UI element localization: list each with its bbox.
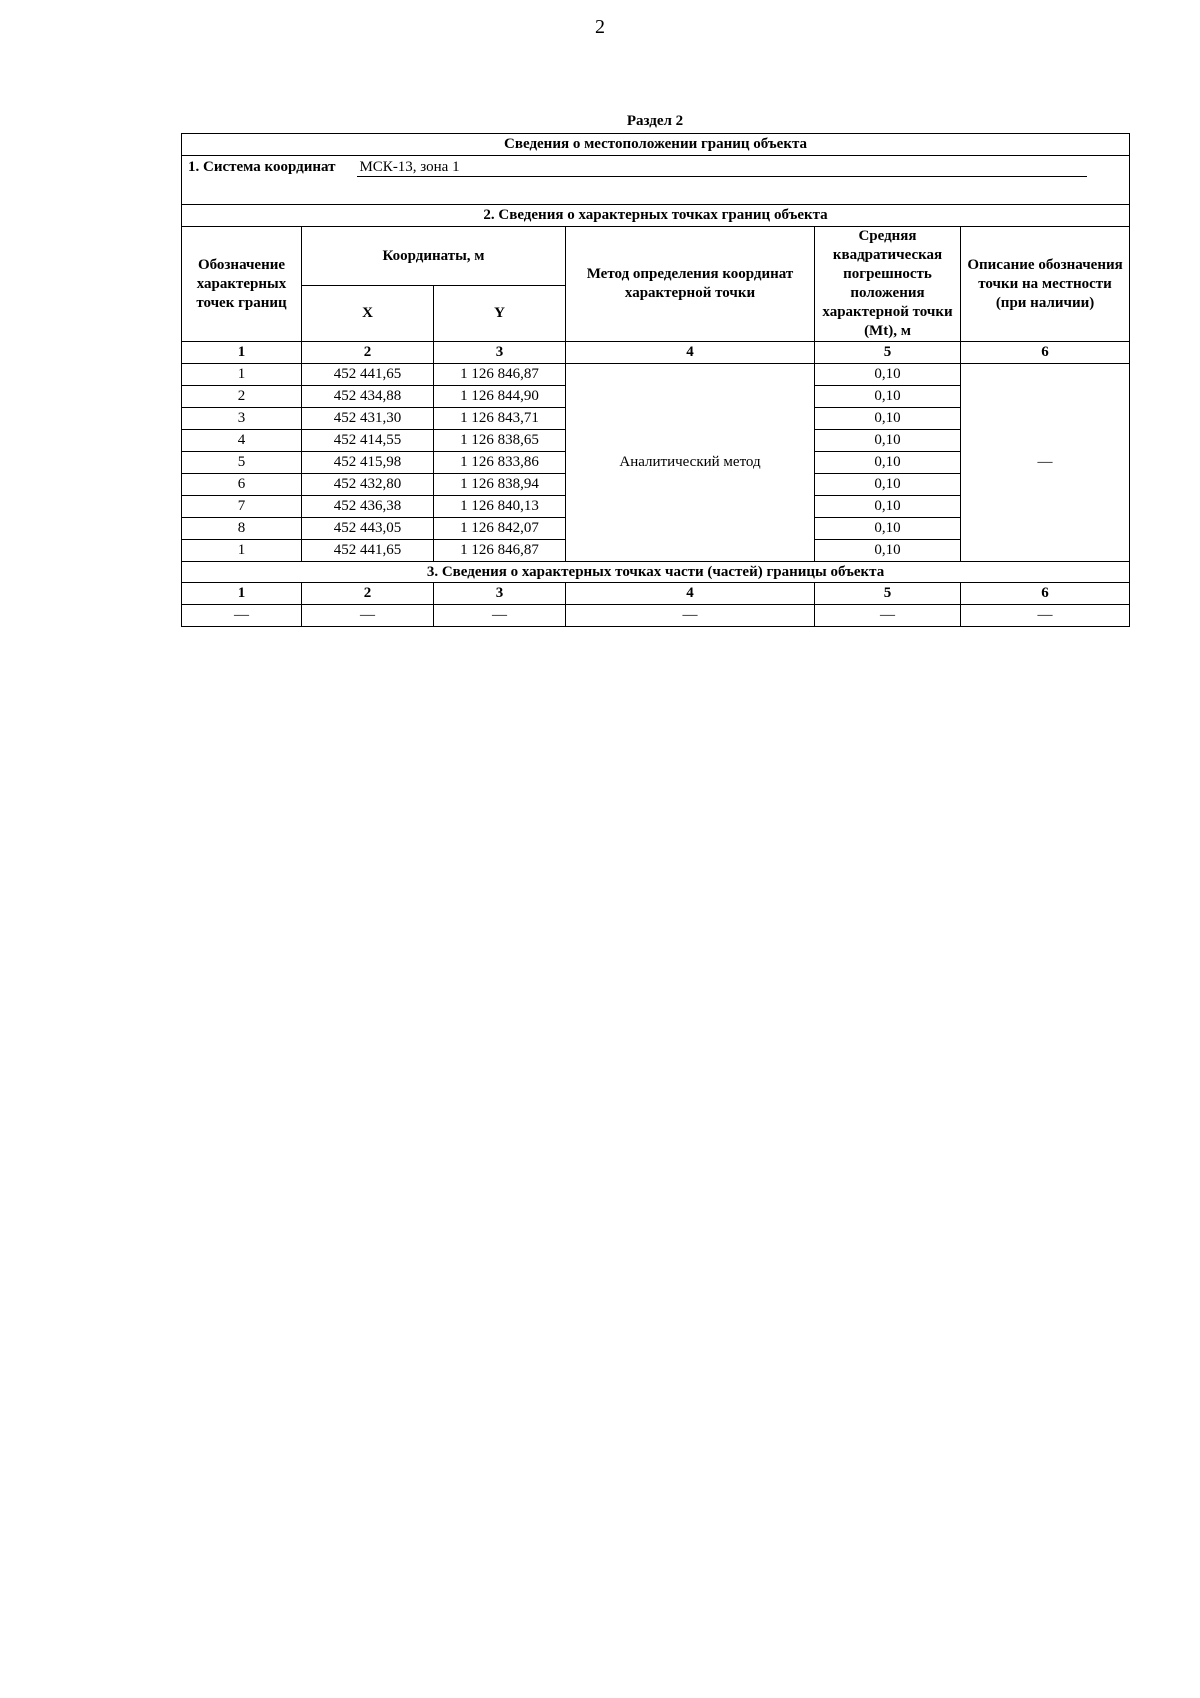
part2-column-numbers <box>182 342 1130 364</box>
column-number: 4 <box>566 342 815 364</box>
point-number: 5 <box>182 452 302 474</box>
point-number: 1 <box>182 540 302 562</box>
x-coordinate: 452 436,38 <box>302 496 434 518</box>
header-designation: Обозначение характерных точек границ <box>182 227 302 342</box>
header-method: Метод определения координат характерной точки <box>566 227 815 342</box>
y-coordinate: 1 126 838,65 <box>434 430 566 452</box>
mt-value: 0,10 <box>815 518 961 540</box>
part2-title: 2. Сведения о характерных точках границ объекта <box>182 205 1130 227</box>
x-coordinate: 452 415,98 <box>302 452 434 474</box>
mt-value: 0,10 <box>815 452 961 474</box>
column-number: 4 <box>566 583 815 605</box>
point-number: 8 <box>182 518 302 540</box>
empty-value: — <box>566 605 815 627</box>
column-number: 5 <box>815 342 961 364</box>
part3-column-numbers <box>182 583 1130 605</box>
empty-value: — <box>961 605 1130 627</box>
mt-value: 0,10 <box>815 408 961 430</box>
section-subtitle: Сведения о местоположении границ объекта <box>182 134 1130 156</box>
method-cell: Аналитический метод <box>566 364 815 562</box>
point-number: 7 <box>182 496 302 518</box>
mt-value: 0,10 <box>815 496 961 518</box>
header-y: Y <box>434 286 566 342</box>
mt-value: 0,10 <box>815 540 961 562</box>
x-coordinate: 452 414,55 <box>302 430 434 452</box>
empty-value: — <box>302 605 434 627</box>
header-description: Описание обозначения точки на местности (при наличии) <box>961 227 1130 342</box>
column-number: 3 <box>434 583 566 605</box>
column-number: 2 <box>302 342 434 364</box>
empty-value: — <box>434 605 566 627</box>
header-x: X <box>302 286 434 342</box>
table-row <box>182 605 1130 627</box>
column-number: 6 <box>961 583 1130 605</box>
part3-title: 3. Сведения о характерных точках части (частей) границы объекта <box>182 562 1130 583</box>
y-coordinate: 1 126 846,87 <box>434 364 566 386</box>
y-coordinate: 1 126 833,86 <box>434 452 566 474</box>
table-row <box>182 364 1130 386</box>
x-coordinate: 452 443,05 <box>302 518 434 540</box>
header-coordinates: Координаты, м <box>302 227 566 286</box>
y-coordinate: 1 126 842,07 <box>434 518 566 540</box>
coordinate-system-cell <box>182 156 1130 205</box>
boundary-table <box>181 133 1130 627</box>
y-coordinate: 1 126 838,94 <box>434 474 566 496</box>
point-number: 2 <box>182 386 302 408</box>
x-coordinate: 452 441,65 <box>302 364 434 386</box>
y-coordinate: 1 126 840,13 <box>434 496 566 518</box>
column-number: 1 <box>182 342 302 364</box>
coordinate-system-label: 1. Система координат <box>188 159 336 175</box>
point-number: 3 <box>182 408 302 430</box>
empty-value: — <box>182 605 302 627</box>
mt-value: 0,10 <box>815 430 961 452</box>
y-coordinate: 1 126 843,71 <box>434 408 566 430</box>
x-coordinate: 452 431,30 <box>302 408 434 430</box>
x-coordinate: 452 432,80 <box>302 474 434 496</box>
header-error: Средняя квадратическая погрешность положения характерной точки (Mt), м <box>815 227 961 342</box>
mt-value: 0,10 <box>815 364 961 386</box>
column-number: 6 <box>961 342 1130 364</box>
point-number: 6 <box>182 474 302 496</box>
section-title: Раздел 2 <box>626 113 684 129</box>
column-number: 1 <box>182 583 302 605</box>
point-number: 4 <box>182 430 302 452</box>
y-coordinate: 1 126 844,90 <box>434 386 566 408</box>
x-coordinate: 452 441,65 <box>302 540 434 562</box>
column-number: 2 <box>302 583 434 605</box>
point-number: 1 <box>182 364 302 386</box>
column-number: 5 <box>815 583 961 605</box>
mt-value: 0,10 <box>815 386 961 408</box>
column-number: 3 <box>434 342 566 364</box>
description-cell: — <box>961 364 1130 562</box>
empty-value: — <box>815 605 961 627</box>
coordinate-system-value: МСК-13, зона 1 <box>357 159 1087 177</box>
page-number: 2 <box>595 16 605 38</box>
y-coordinate: 1 126 846,87 <box>434 540 566 562</box>
x-coordinate: 452 434,88 <box>302 386 434 408</box>
mt-value: 0,10 <box>815 474 961 496</box>
